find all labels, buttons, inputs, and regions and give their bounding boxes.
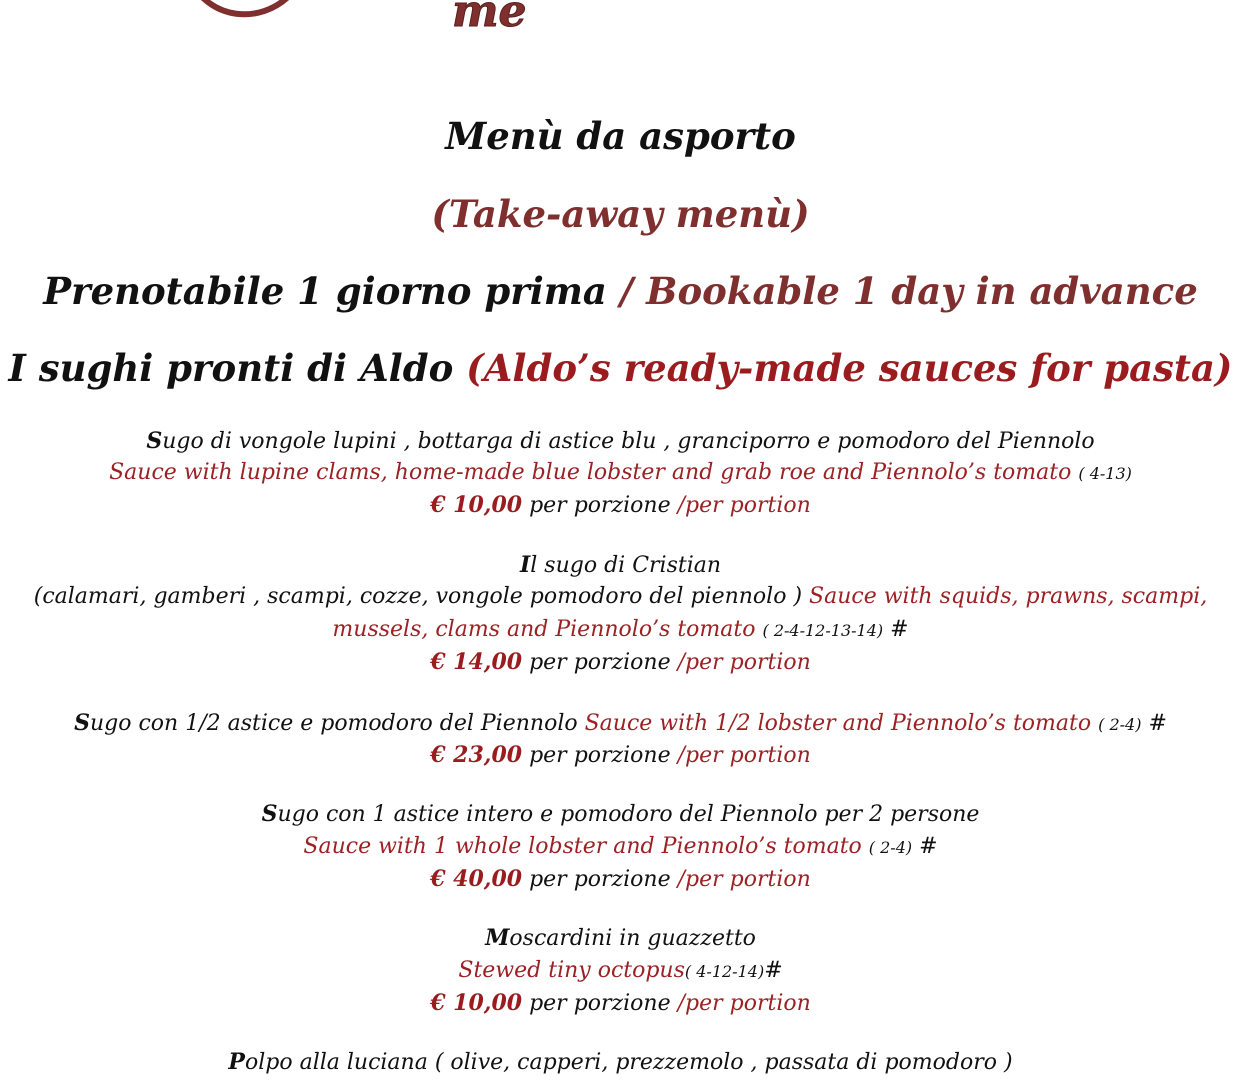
sauces-en: (Aldo’s ready-made sauces for pasta)	[466, 346, 1233, 390]
item-4-name-rest: ugo con 1 astice intero e pomodoro del Piennolo per 2 persone	[277, 802, 980, 827]
item-6-initial: P	[228, 1049, 245, 1075]
item-1-price-it: per porzione	[529, 493, 671, 518]
item-6-name-rest: olpo alla luciana ( olive, capperi, prezzemolo , passata di pomodoro )	[244, 1050, 1013, 1075]
item-1-price: € 10,00	[430, 492, 523, 518]
item-5-price-line	[0, 992, 1241, 1015]
item-4-price-it: per porzione	[529, 867, 671, 892]
item-5-initial: M	[485, 925, 510, 951]
item-3-price-en: /per portion	[677, 743, 811, 768]
item-4-price-line	[0, 868, 1241, 891]
item-4-description	[0, 836, 1241, 858]
booking-note	[0, 269, 1241, 313]
booking-en: Bookable 1 day in advance	[646, 269, 1198, 313]
item-2-hash: #	[890, 617, 909, 642]
item-1-allergens: ( 4-13)	[1078, 464, 1132, 483]
item-3-initial: S	[74, 710, 90, 736]
item-5-name	[0, 927, 1241, 950]
item-2-initial: I	[519, 552, 531, 578]
booking-separator: /	[606, 269, 647, 313]
sauces-it: I sughi pronti di Aldo	[8, 346, 454, 390]
item-1-name	[0, 430, 1241, 453]
item-5-description	[0, 960, 1241, 982]
item-5-hash: #	[764, 958, 783, 983]
item-3-allergens: ( 2-4)	[1098, 715, 1142, 734]
item-1-desc-en: Sauce with lupine clams, home-made blue lobster and grab roe and Piennolo’s tomato	[109, 460, 1072, 485]
item-5-desc-en: Stewed tiny octopus	[458, 958, 685, 983]
item-1-name-rest: ugo di vongole lupini , bottarga di astice blu , granciporro e pomodoro del Piennolo	[162, 429, 1095, 454]
menu-subtitle: (Take-away menù)	[431, 192, 810, 236]
item-3-desc-en: Sauce with 1/2 lobster and Piennolo’s tomato	[584, 711, 1092, 736]
item-4-initial: S	[261, 801, 278, 827]
item-1-price-en: /per portion	[677, 493, 811, 518]
item-2-price-en: /per portion	[677, 650, 811, 675]
item-1-initial: S	[146, 428, 163, 454]
item-4-desc-en: Sauce with 1 whole lobster and Piennolo’s tomato	[303, 834, 862, 859]
item-5-price: € 10,00	[430, 990, 523, 1016]
item-1-price-line	[0, 494, 1241, 517]
sauces-heading	[0, 346, 1241, 390]
item-5-price-en: /per portion	[677, 991, 811, 1016]
item-2-desc-it: (calamari, gamberi , scampi, cozze, vongole pomodoro del piennolo )	[33, 584, 803, 609]
item-4-price-en: /per portion	[677, 867, 811, 892]
booking-it: Prenotabile 1 giorno prima	[43, 269, 607, 313]
item-6-name	[0, 1051, 1241, 1074]
item-4-name	[0, 803, 1241, 826]
item-2-price: € 14,00	[430, 649, 523, 675]
item-4-price: € 40,00	[430, 866, 523, 892]
item-2-allergens: ( 2-4-12-13-14)	[762, 621, 884, 640]
item-4-hash: #	[919, 834, 938, 859]
logo-text: me	[452, 0, 527, 36]
item-2-desc-en-2: mussels, clams and Piennolo’s tomato	[332, 617, 756, 642]
item-5-name-rest: oscardini in guazzetto	[509, 926, 756, 951]
item-4-allergens: ( 2-4)	[868, 838, 913, 857]
item-3-price-it: per porzione	[529, 743, 671, 768]
item-3-price: € 23,00	[430, 742, 523, 768]
item-2-name-rest: l sugo di Cristian	[530, 553, 722, 578]
item-2-price-it: per porzione	[529, 650, 671, 675]
item-2-description-2	[0, 619, 1241, 641]
item-5-allergens: ( 4-12-14)	[684, 962, 765, 981]
menu-title: Menù da asporto	[445, 114, 796, 158]
item-3-name	[0, 712, 1241, 735]
item-3-hash: #	[1148, 711, 1167, 736]
item-2-name	[0, 554, 1241, 577]
item-2-description-1	[0, 586, 1241, 608]
item-5-price-it: per porzione	[529, 991, 671, 1016]
item-3-name-rest: ugo con 1/2 astice e pomodoro del Piennolo	[89, 711, 578, 736]
item-2-price-line	[0, 651, 1241, 674]
item-3-price-line	[0, 744, 1241, 767]
item-1-description	[0, 462, 1241, 484]
item-2-desc-en-1: Sauce with squids, prawns, scampi,	[809, 584, 1208, 609]
